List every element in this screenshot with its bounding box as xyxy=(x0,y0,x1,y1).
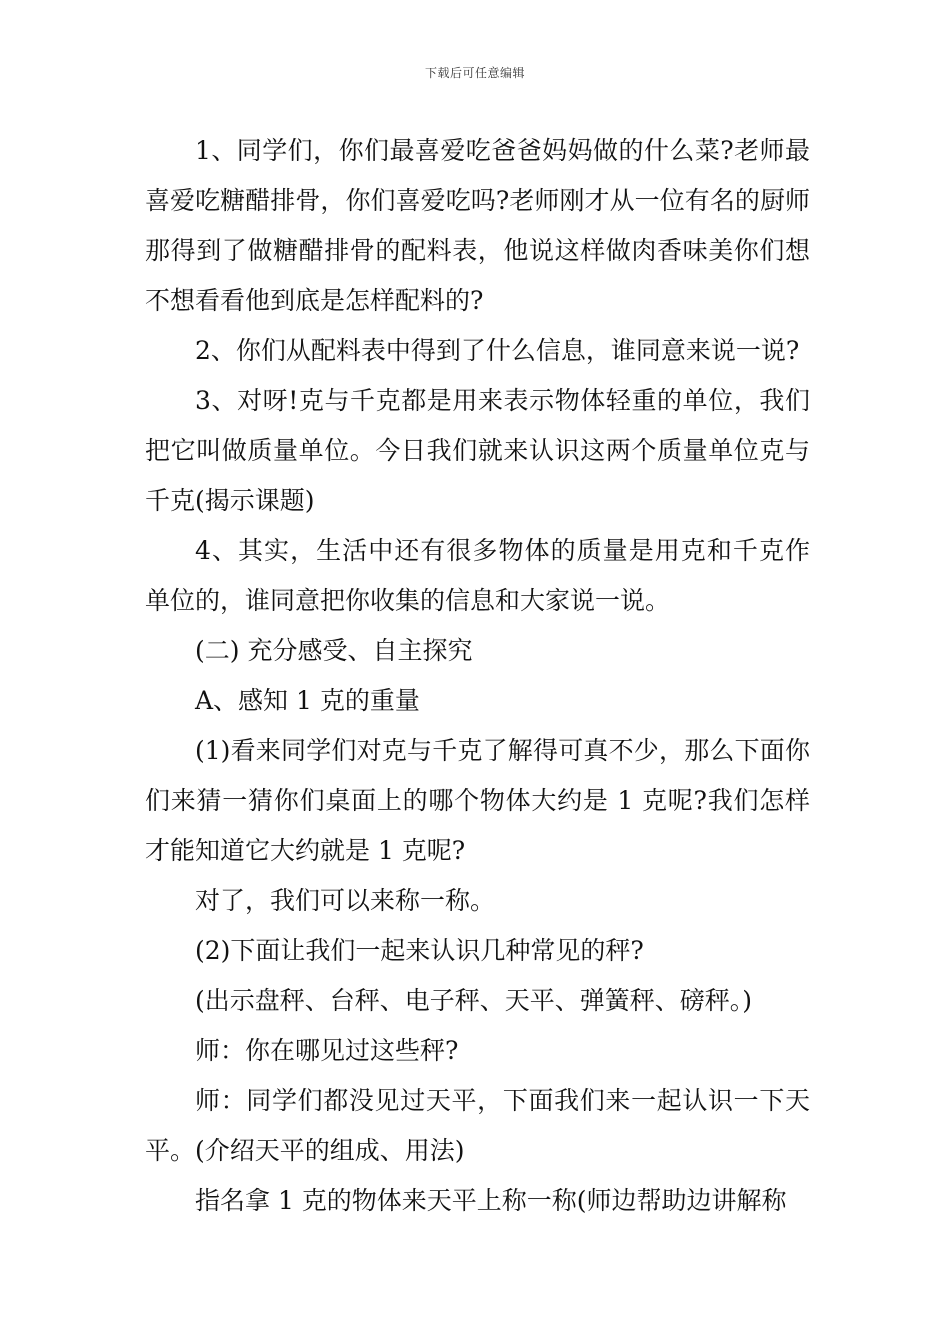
paragraph-7: (2)下面让我们一起来认识几种常见的秤? xyxy=(195,936,644,965)
section-heading-2: (二) 充分感受、自主探究 xyxy=(195,636,473,665)
paragraph-2: 2、你们从配料表中得到了什么信息，谁同意来说一说? xyxy=(195,336,800,365)
page-header-note: 下载后可任意编辑 xyxy=(424,66,525,80)
paragraph-1: 1、同学们，你们最喜爱吃爸爸妈妈做的什么菜?老师最喜爱吃糖醋排骨，你们喜爱吃吗?老师刚才从一位有名的厨师那得到了做糖醋排骨的配料表，他说这样做肉香味美你们想不想看看他到底是怎样配料的? xyxy=(145,136,810,315)
paragraph-8: (出示盘秤、台秤、电子秤、天平、弹簧秤、磅秤。) xyxy=(195,986,753,1015)
document-body xyxy=(145,126,810,1226)
paragraph-9: 师：你在哪见过这些秤? xyxy=(195,1036,459,1065)
paragraph-10: 师：同学们都没见过天平，下面我们来一起认识一下天平。(介绍天平的组成、用法) xyxy=(145,1086,810,1165)
paragraph-6: 对了，我们可以来称一称。 xyxy=(195,886,496,915)
paragraph-4: 4、其实，生活中还有很多物体的质量是用克和千克作单位的，谁同意把你收集的信息和大家说一说。 xyxy=(145,536,810,615)
paragraph-11: 指名拿 1 克的物体来天平上称一称(师边帮助边讲解称 xyxy=(195,1186,787,1215)
paragraph-3: 3、对呀!克与千克都是用来表示物体轻重的单位，我们把它叫做质量单位。今日我们就来认识这两个质量单位克与千克(揭示课题) xyxy=(145,386,810,515)
paragraph-5: (1)看来同学们对克与千克了解得可真不少，那么下面你们来猜一猜你们桌面上的哪个物体大约是 1 克呢?我们怎样才能知道它大约就是 1 克呢? xyxy=(145,736,810,865)
subsection-heading-a: A、感知 1 克的重量 xyxy=(195,686,420,715)
